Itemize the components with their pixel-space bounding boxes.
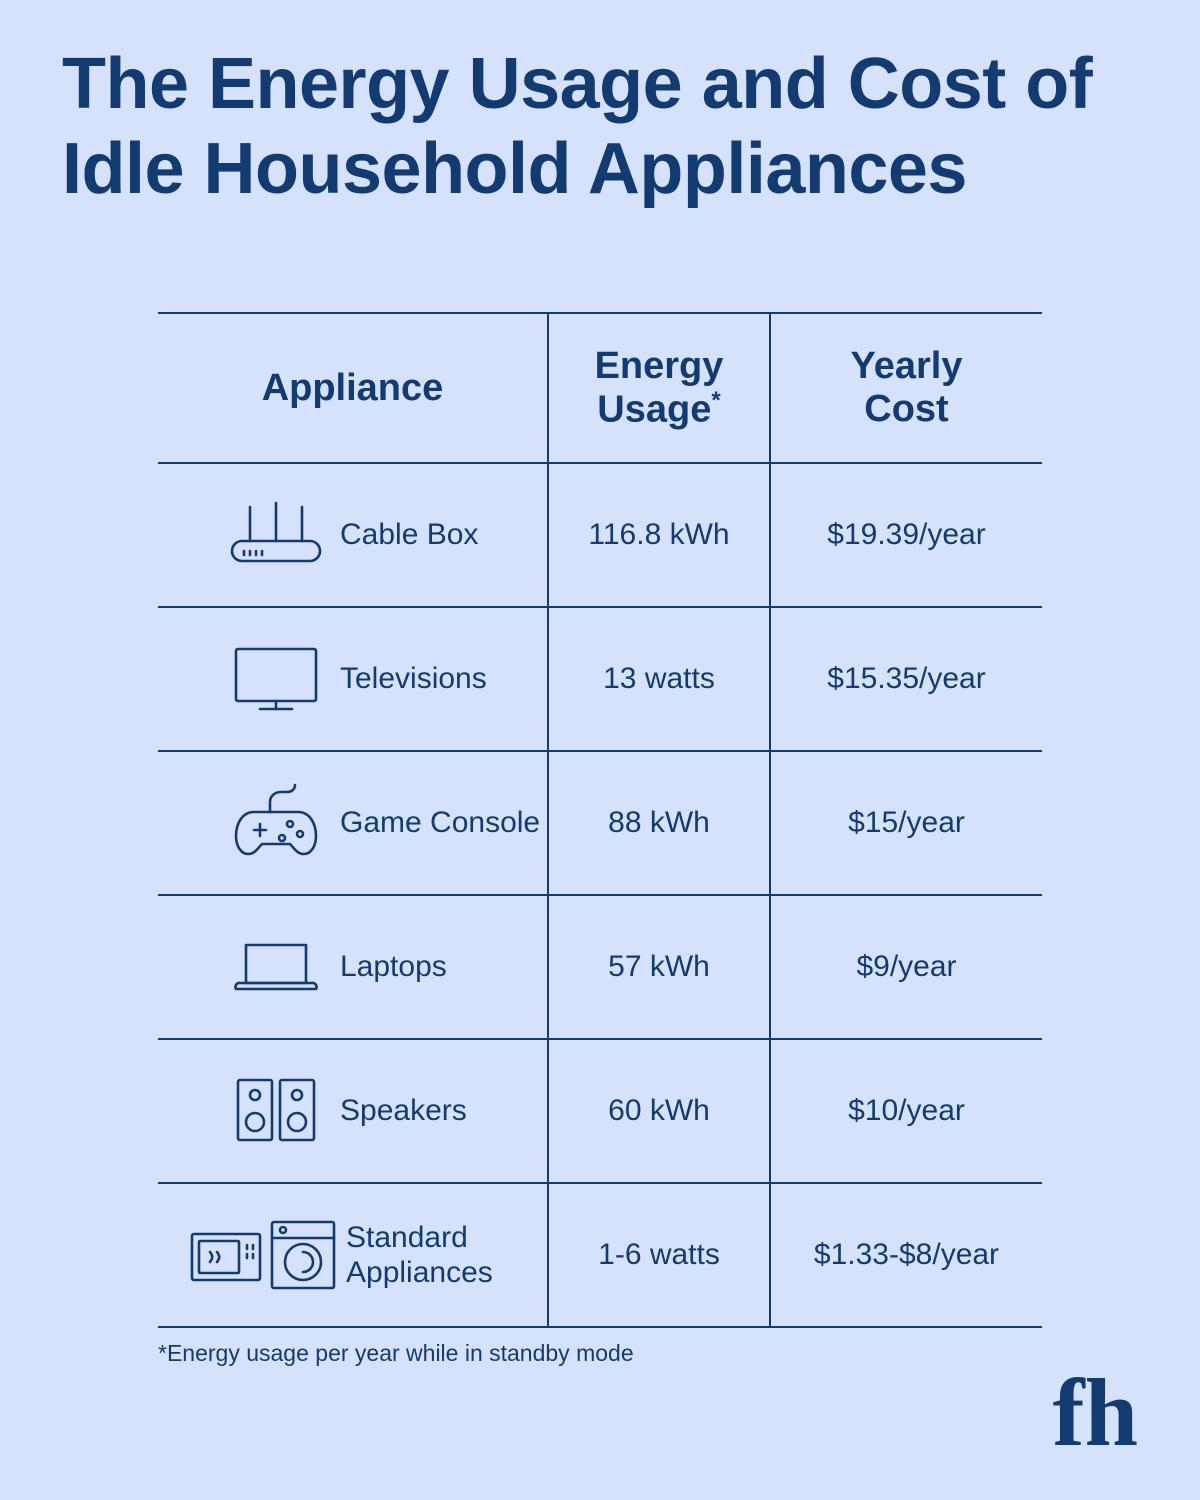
column-header-yearly-cost [770,313,1042,463]
appliance-label: Televisions [340,662,487,696]
table-row [158,463,1042,607]
cell-appliance [158,895,548,1039]
appliance-label: Standard Appliances [346,1220,493,1289]
energy-usage-footnote-marker: * [711,386,721,414]
table-row [158,1183,1042,1327]
appliance-label: Laptops [340,950,447,984]
router-icon [216,499,336,571]
table-row [158,1039,1042,1183]
appliance-label: Game Console [340,806,541,840]
table-row [158,895,1042,1039]
brand-logo: fh [1052,1358,1138,1466]
table-header-row [158,313,1042,463]
cell-yearly-cost: $15.35/year [827,662,986,695]
appliance-table-wrapper [158,312,1042,1328]
page-title: The Energy Usage and Cost of Idle Household Appliances [62,44,1093,209]
microwave-washer-icon [186,1214,342,1296]
column-header-appliance: Appliance [261,366,444,409]
cell-energy-usage: 13 watts [548,607,770,751]
cell-appliance [158,751,548,895]
game-controller-icon [216,782,336,864]
energy-usage-line2: Usage [597,388,712,431]
cell-appliance [158,1183,548,1327]
cell-energy-usage: 57 kWh [548,895,770,1039]
television-icon [216,641,336,717]
yearly-cost-line1: Yearly [850,345,963,388]
speakers-icon [216,1070,336,1152]
cell-appliance [158,463,548,607]
energy-usage-line1: Energy [594,345,724,388]
cell-energy-usage: 116.8 kWh [548,463,770,607]
cell-energy-usage: 88 kWh [548,751,770,895]
cell-energy-usage: 1-6 watts [548,1183,770,1327]
table-row [158,751,1042,895]
cell-yearly-cost: $19.39/year [827,518,986,551]
appliance-table [158,312,1042,1328]
cell-appliance [158,607,548,751]
cell-energy-usage: 60 kWh [548,1039,770,1183]
cell-yearly-cost: $1.33-$8/year [813,1238,1000,1271]
column-header-energy-usage [548,313,770,463]
cell-yearly-cost: $10/year [848,1094,965,1127]
footnote: *Energy usage per year while in standby mode [158,1340,634,1366]
appliance-label: Speakers [340,1094,467,1128]
cell-yearly-cost: $9/year [856,950,957,983]
appliance-label: Cable Box [340,518,479,552]
table-row [158,607,1042,751]
cell-yearly-cost: $15/year [848,806,965,839]
cell-appliance [158,1039,548,1183]
yearly-cost-line2: Cost [864,388,949,430]
laptop-icon [216,931,336,1003]
